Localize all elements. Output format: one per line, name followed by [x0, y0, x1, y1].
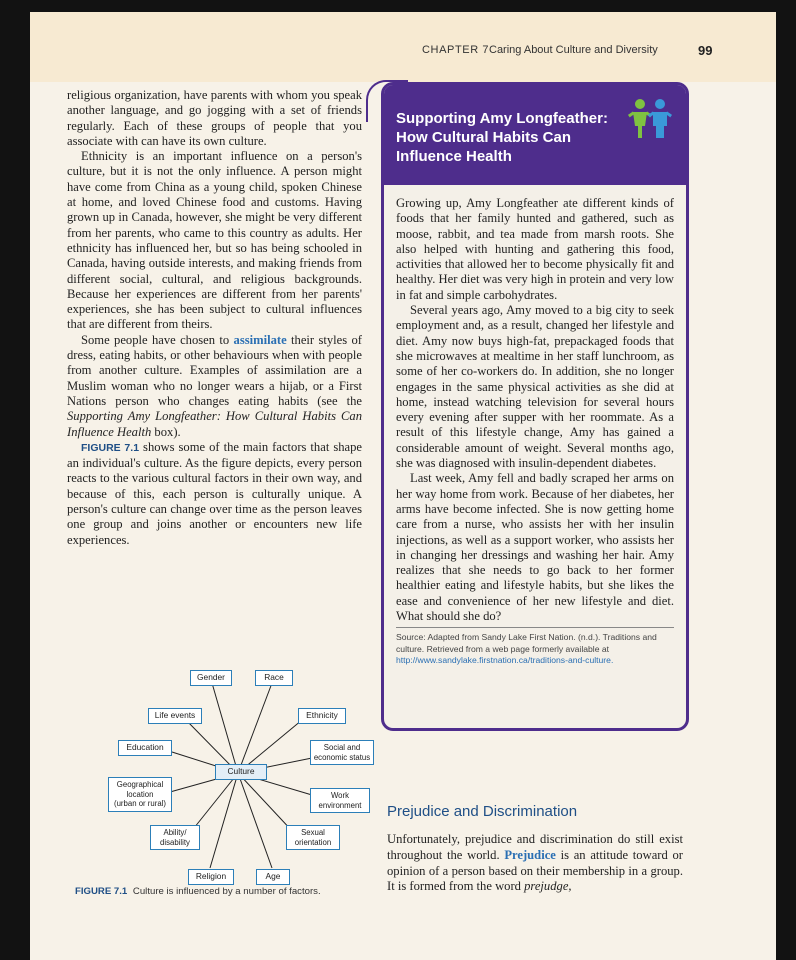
divider: [396, 627, 674, 628]
paragraph: [67, 440, 362, 548]
paragraph: Ethnicity is an important influence on a person's culture, but it is not the only influence. A person might have come from China as a young child, spoken Chinese at home, and loved Chinese food and customs. Having grown up in Canada, however, she might be very different from her parents, who came to this country as adults. Her ethnicity has influenced her, but so has being schooled in Canada, having outside interests, and making friends from different social, cultural, and religious backgrounds. Because her experiences are different from her parents' experiences, she has been subject to cultural influences that are different from theirs.: [67, 149, 362, 332]
factor-age: Age: [256, 869, 290, 885]
factor-ability: Ability/ disability: [150, 825, 200, 850]
factor-race: Race: [255, 670, 293, 686]
factor-culture-center: Culture: [215, 764, 267, 780]
source-note: [396, 632, 674, 667]
figure-caption-text: Culture is influenced by a number of factors.: [132, 886, 321, 897]
feature-box-header: [384, 85, 686, 185]
paragraph: religious organization, have parents with whom you speak another language, and go jogging with a set of friends regularly. Each of these groups of people that you associate with can have its own culture.: [67, 88, 362, 148]
factor-life-events: Life events: [148, 708, 202, 724]
feature-box: [381, 82, 689, 731]
factor-gender: Gender: [190, 670, 232, 686]
factor-education: Education: [118, 740, 172, 756]
factor-ethnicity: Ethnicity: [298, 708, 346, 724]
text-run: is an attitude toward or opinion of a person based on their membership in a group. It is formed from the word: [387, 847, 683, 894]
text-run: box).: [151, 424, 181, 439]
factor-social-economic: Social and economic status: [310, 740, 374, 765]
key-term-prejudice: Prejudice: [504, 847, 556, 862]
paragraph: [67, 333, 362, 440]
text-run: Unfortunately, prejudice and discrimination do still exist throughout the world.: [387, 832, 683, 862]
feature-box-title: Supporting Amy Longfeather: How Cultural Habits Can Influence Health: [396, 110, 608, 165]
chapter-title: Caring About Culture and Diversity: [489, 44, 658, 56]
paragraph: Several years ago, Amy moved to a big city to seek employment and, as a result, changed her lifestyle and diet. Amy now buys high-fat, prepackaged foods that she microwaves at mealtime in her staff lunchroom, as some of her co-workers do. In addition, she no longer engages in the same physical activities as she did at home, instead watching television for several hours every evening after supper with her roommate. As a result of this lifestyle change, Amy has gained a considerable amount of weight. Several months ago, she was diagnosed with insulin-dependent diabetes.: [396, 303, 674, 471]
paragraph: [387, 832, 683, 895]
left-column: [67, 88, 362, 548]
paragraph: Last week, Amy fell and badly scraped her arms on her way home from work. Because of her diabetes, her arms have become infected. She is now getting home care from a nurse, who assists her with her insulin injections, as well as a support worker, who assists her in changing her dressings and washing her hair. Amy realizes that she needs to go back to her former healthier eating and lifestyle habits, but she likes the ease and convenience of her new lifestyle and diet. What should she do?: [396, 471, 674, 624]
factor-work-environment: Work environment: [310, 788, 370, 813]
source-link[interactable]: http://www.sandylake.firstnation.ca/traditions-and-culture.: [396, 655, 614, 665]
box-reference: Supporting Amy Longfeather: How Cultural Habits Can Influence Health: [67, 409, 362, 439]
feature-box-body: [396, 196, 674, 624]
culture-factors-diagram: [60, 640, 371, 881]
italic-term: prejudge,: [524, 879, 572, 894]
factor-religion: Religion: [188, 869, 234, 885]
factor-geographical: Geographical location (urban or rural): [108, 777, 172, 812]
text-run: their styles of dress, eating habits, or other behaviours when with people from another culture. Examples of assimilation are a Muslim woman who no longer wears a hijab, or a First Nations person who changes eating habits (see the: [67, 332, 362, 408]
right-column: [387, 832, 683, 895]
chapter-label: CHAPTER 7: [422, 44, 490, 56]
text-run: shows some of the main factors that shape an individual's culture. As the figure depicts, every person reacts to the various cultural factors in their own way, and because of this, each person is culturally unique. A person's culture can change over time as the person leaves one group and joins another or encounters new life experiences.: [67, 439, 362, 547]
section-heading: Prejudice and Discrimination: [387, 803, 578, 820]
paragraph: Growing up, Amy Longfeather ate different kinds of foods that her family hunted and gathered, such as moose, rabbit, and tea made from marsh roots. She also helped with hunting and gathering this food, activities that allowed her to become physically fit and healthy. Her diet was very high in protein and very low in fat and simple carbohydrates.: [396, 196, 674, 302]
figure-caption: [75, 886, 321, 897]
figure-reference: FIGURE 7.1: [81, 441, 140, 454]
factor-sexual-orientation: Sexual orientation: [286, 825, 340, 850]
figure-caption-label: FIGURE 7.1: [75, 886, 128, 897]
page-number: 99: [698, 43, 713, 58]
text-run: Some people have chosen to: [81, 332, 234, 347]
two-people-icon: [626, 97, 674, 141]
page-header: [30, 12, 776, 82]
source-text: Source: Adapted from Sandy Lake First Nation. (n.d.). Traditions and culture. Retrieved from a web page formerly available at: [396, 632, 657, 654]
key-term-assimilate: assimilate: [233, 332, 287, 347]
